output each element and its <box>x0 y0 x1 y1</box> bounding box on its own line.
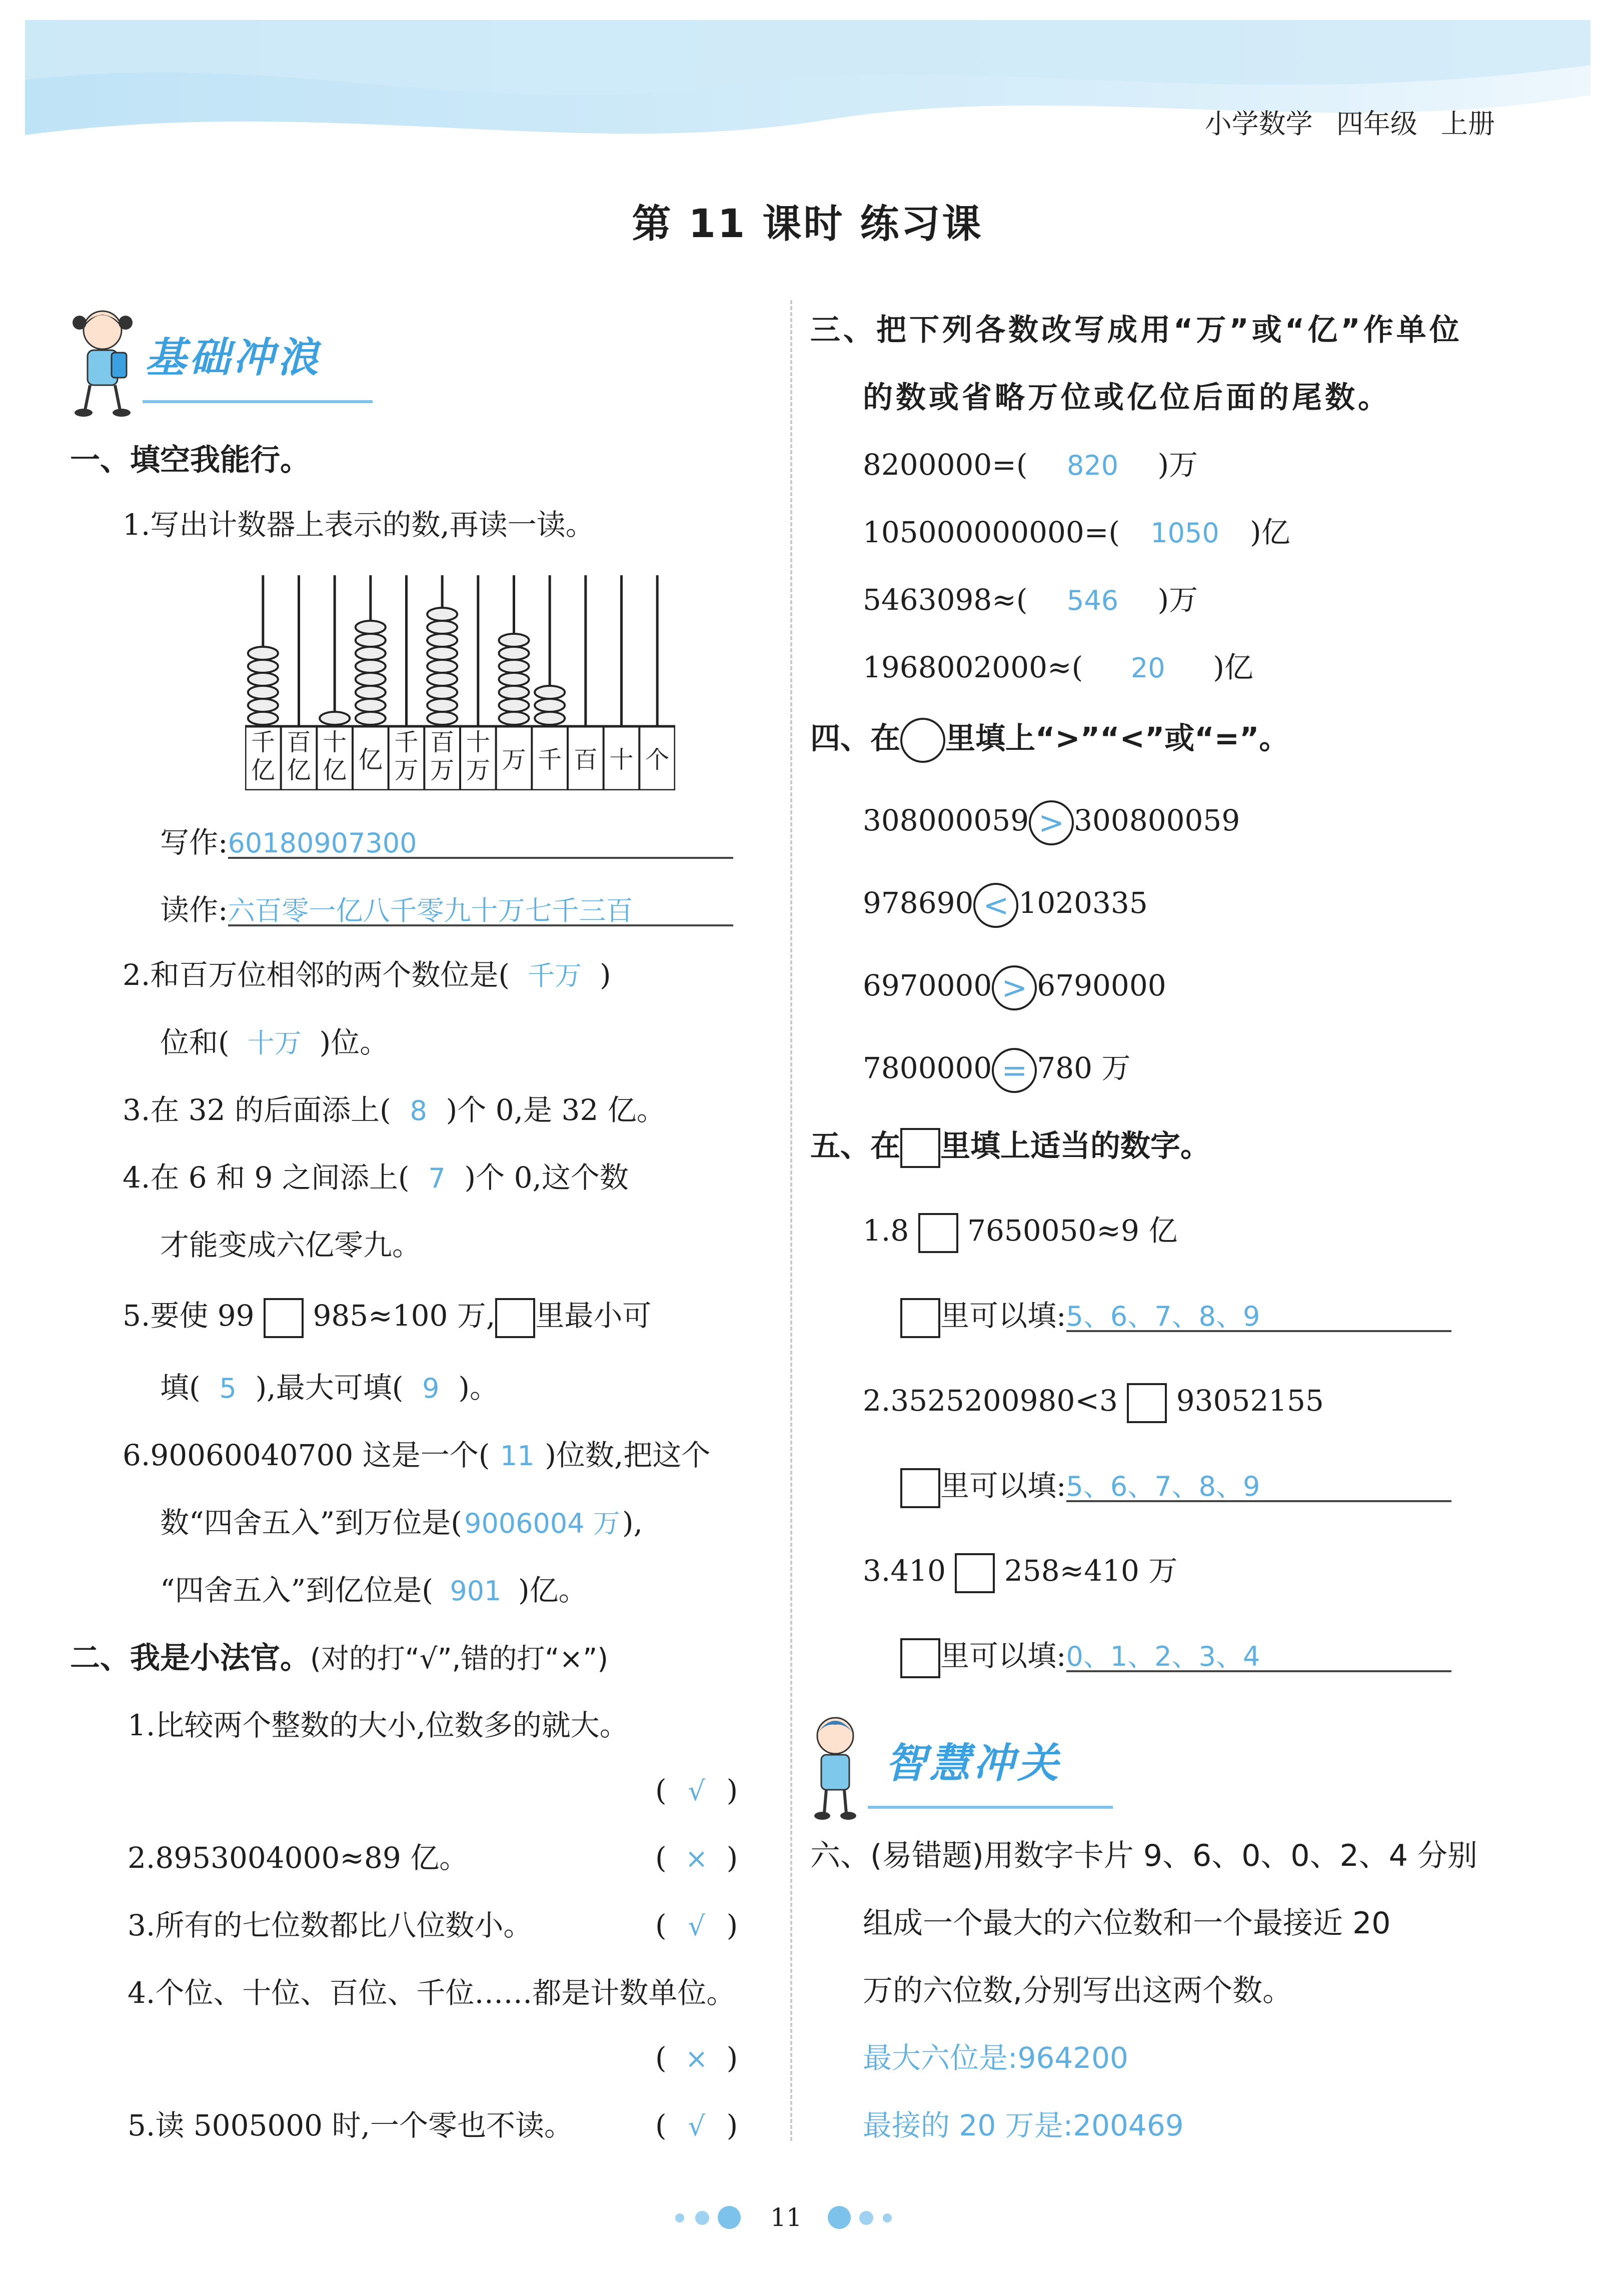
banner-basic: 基础冲浪 <box>145 334 321 382</box>
section-5-title-b: 里填上适当的数字。 <box>940 1128 1210 1164</box>
convert-1-unit: )万 <box>1157 448 1198 482</box>
section-6-answer-2: 最接的 20 万是:200469 <box>863 2108 1184 2142</box>
abacus-bead <box>427 634 457 647</box>
section-1-title: 一、填空我能行。 <box>70 443 310 478</box>
digit-q3 <box>863 1553 1177 1593</box>
compare-3-left: 6970000 <box>863 968 992 1003</box>
compare-3-symbol[interactable]: > <box>992 965 1037 1010</box>
header-band <box>25 20 1590 170</box>
section-6-line1: 六、(易错题)用数字卡片 9、6、0、0、2、4 分别 <box>810 1838 1478 1873</box>
abacus-bead <box>499 699 529 712</box>
judge-3-answer: ( √ ) <box>655 1908 738 1942</box>
digit-q3-fill-label: 里可以填: <box>940 1639 1066 1673</box>
q5-line1 <box>123 1298 651 1338</box>
abacus-label: 亿 <box>287 756 311 784</box>
abacus-bead <box>356 647 386 660</box>
q5-answer-max: 9 <box>422 1373 440 1404</box>
abacus-bead <box>427 686 457 699</box>
judge-2-answer: ( × ) <box>655 1841 738 1875</box>
q5-blank-box[interactable] <box>264 1298 304 1338</box>
girl-mascot-icon <box>68 303 138 418</box>
section-2-note: (对的打“√”,错的打“×”) <box>310 1643 609 1675</box>
abacus-bead <box>356 699 386 712</box>
abacus-bead <box>499 686 529 699</box>
abacus-bead <box>499 647 529 660</box>
abacus-label: 亿 <box>323 756 347 784</box>
q3-answer: 8 <box>410 1095 427 1126</box>
banner-wisdom: 智慧冲关 <box>885 1740 1061 1787</box>
digit-q2-fill-label: 里可以填: <box>940 1469 1066 1503</box>
digit-q3-answer: 0、1、2、3、4 <box>1066 1643 1451 1672</box>
convert-4-unit: )亿 <box>1213 650 1253 684</box>
q2-line1 <box>123 958 611 992</box>
q5-box-ref <box>495 1298 535 1338</box>
digit-q1-ref-box <box>900 1298 940 1338</box>
abacus-bead <box>356 660 386 673</box>
abacus-label: 亿 <box>251 756 275 784</box>
compare-4-left: 7800000 <box>863 1051 992 1085</box>
q3-text-a: 3.在 32 的后面添上( <box>123 1093 391 1127</box>
compare-1-right: 300800059 <box>1074 803 1240 838</box>
judge-5-text: 5.读 5005000 时,一个零也不读。 <box>128 2108 573 2142</box>
q5-text-c: 里最小可 <box>535 1299 652 1333</box>
digit-q1-answer: 5、6、7、8、9 <box>1066 1303 1451 1332</box>
abacus-bead <box>499 634 529 647</box>
read-label: 读作: <box>160 893 228 927</box>
q3-line <box>123 1093 666 1127</box>
digit-q2-box[interactable] <box>1127 1383 1167 1423</box>
section-3-line1: 三、把下列各数改写成用“万”或“亿”作单位 <box>810 313 1462 348</box>
q6-text-d: ), <box>622 1506 643 1540</box>
section-2-title <box>70 1641 609 1676</box>
q4-line2: 才能变成六亿零九。 <box>160 1228 422 1262</box>
convert-2-expr: 105000000000=( <box>863 515 1120 549</box>
q4-line1 <box>123 1161 629 1195</box>
abacus-label: 个 <box>645 746 670 774</box>
digit-q3-fill <box>900 1638 1451 1678</box>
compare-row-3 <box>863 965 1166 1010</box>
q6-text-b: )位数,把这个 <box>545 1438 711 1472</box>
abacus-bead <box>248 660 278 673</box>
write-answer: 60180907300 <box>228 830 733 859</box>
abacus <box>245 570 675 790</box>
write-label: 写作: <box>160 825 228 859</box>
q5-line2 <box>160 1371 499 1405</box>
page-dot-3 <box>718 2206 741 2229</box>
abacus-label: 十 <box>323 728 347 756</box>
compare-2-right: 1020335 <box>1018 886 1148 920</box>
q3-text-b: )个 0,是 32 亿。 <box>446 1093 666 1127</box>
page-dot-6 <box>883 2213 892 2222</box>
q5-text-e: ),最大可填( <box>255 1371 404 1405</box>
q2-text-b: ) <box>599 958 611 992</box>
square-icon <box>900 1128 940 1168</box>
digit-q2-b: 93052155 <box>1176 1384 1324 1418</box>
convert-4-expr: 1968002000≈( <box>863 650 1083 684</box>
convert-1-expr: 8200000=( <box>863 448 1028 482</box>
write-row <box>160 825 733 859</box>
compare-3-right: 6790000 <box>1037 968 1166 1003</box>
judge-1-mark: √ <box>688 1775 705 1807</box>
compare-row-2 <box>863 883 1148 928</box>
digit-q1-a: 1.8 <box>863 1214 909 1248</box>
convert-4-answer: 20 <box>1130 652 1165 684</box>
abacus-bead <box>427 647 457 660</box>
digit-q1-b: 7650050≈9 亿 <box>967 1214 1178 1248</box>
q6-answer-wan: 9006004 万 <box>464 1508 620 1539</box>
abacus-bead <box>427 621 457 634</box>
section-2-title-text: 二、我是小法官。 <box>70 1641 310 1676</box>
page-dot-4 <box>828 2206 851 2229</box>
section-4-title-b: 里填上“>”“<”或“=”。 <box>945 721 1289 756</box>
judge-3-mark: √ <box>688 1910 705 1942</box>
compare-2-left: 978690 <box>863 886 974 920</box>
q4-text-a: 4.在 6 和 9 之间添上( <box>123 1161 410 1195</box>
abacus-label: 十 <box>466 728 490 756</box>
judge-2-mark: × <box>685 1843 708 1874</box>
digit-q2-fill <box>900 1468 1451 1508</box>
digit-q2-ref-box <box>900 1468 940 1508</box>
abacus-label: 千 <box>394 728 419 756</box>
judge-5-mark: √ <box>688 2110 705 2142</box>
section-4-title <box>810 718 1289 763</box>
judge-4-mark: × <box>685 2043 708 2074</box>
judge-1-answer: ( √ ) <box>655 1773 738 1807</box>
judge-5-answer: ( √ ) <box>655 2108 738 2142</box>
abacus-label: 千 <box>251 728 275 756</box>
abacus-label: 亿 <box>358 746 383 774</box>
digit-q1-fill-label: 里可以填: <box>940 1299 1066 1333</box>
compare-row-1 <box>863 800 1240 845</box>
abacus-label: 百 <box>287 728 311 756</box>
q6-text-f: )亿。 <box>518 1573 588 1607</box>
judge-2-text: 2.8953004000≈89 亿。 <box>128 1841 469 1875</box>
convert-2-answer: 1050 <box>1150 517 1219 549</box>
compare-1-symbol[interactable]: > <box>1029 800 1074 845</box>
column-divider <box>790 300 792 2141</box>
section-6-answer-1: 最大六位是:964200 <box>863 2041 1128 2075</box>
abacus-bead <box>356 634 386 647</box>
section-3-line2: 的数或省略万位或亿位后面的尾数。 <box>863 380 1391 415</box>
abacus-bead <box>499 712 529 725</box>
q6-answer-digits: 11 <box>500 1440 535 1472</box>
q6-text-c: 数“四舍五入”到万位是( <box>160 1506 462 1540</box>
read-row <box>160 895 733 926</box>
compare-2-symbol[interactable]: < <box>973 883 1018 928</box>
q5-answer-min: 5 <box>219 1373 237 1404</box>
abacus-bead <box>535 712 565 725</box>
q4-text-b: )个 0,这个数 <box>464 1161 629 1195</box>
q2-text-d: )位。 <box>319 1025 389 1059</box>
q2-text-a: 2.和百万位相邻的两个数位是( <box>123 958 510 992</box>
convert-1-answer: 820 <box>1067 450 1119 481</box>
q2-answer-2: 十万 <box>247 1027 302 1059</box>
abacus-label: 万 <box>466 756 490 784</box>
abacus-bead <box>535 699 565 712</box>
digit-q3-box[interactable] <box>955 1553 995 1593</box>
convert-row-2 <box>863 515 1290 549</box>
judge-3-text: 3.所有的七位数都比八位数小。 <box>128 1908 533 1942</box>
convert-3-unit: )万 <box>1157 583 1198 617</box>
banner-underline <box>143 400 373 403</box>
abacus-bead <box>356 621 386 634</box>
q2-answer-1: 千万 <box>527 960 582 991</box>
abacus-bead <box>427 660 457 673</box>
convert-3-expr: 5463098≈( <box>863 583 1028 617</box>
abacus-bead <box>535 686 565 699</box>
abacus-label: 万 <box>502 746 526 774</box>
abacus-bead <box>248 699 278 712</box>
compare-row-4 <box>863 1048 1130 1093</box>
section-4-title-a: 四、在 <box>810 721 900 756</box>
convert-row-4 <box>863 650 1253 684</box>
abacus-bead <box>427 673 457 686</box>
page-dot-1 <box>675 2213 684 2222</box>
abacus-bead <box>427 712 457 725</box>
page-dot-5 <box>859 2211 873 2225</box>
abacus-bead <box>248 673 278 686</box>
section-6-line2: 组成一个最大的六位数和一个最接近 20 <box>863 1906 1391 1941</box>
abacus-bead <box>499 660 529 673</box>
q5-text-b: 985≈100 万, <box>313 1299 496 1333</box>
judge-4-text: 4.个位、十位、百位、千位……都是计数单位。 <box>128 1976 736 2010</box>
q6-line3 <box>160 1573 588 1607</box>
digit-q2-answer: 5、6、7、8、9 <box>1066 1473 1451 1502</box>
digit-q1 <box>863 1213 1177 1253</box>
boy-mascot-icon <box>805 1711 865 1821</box>
digit-q3-a: 3.410 <box>863 1554 946 1588</box>
digit-q2 <box>863 1383 1324 1423</box>
judge-1-text: 1.比较两个整数的大小,位数多的就大。 <box>128 1708 629 1742</box>
abacus-bead <box>499 673 529 686</box>
digit-q3-b: 258≈410 万 <box>1004 1554 1178 1588</box>
q1-text: 1.写出计数器上表示的数,再读一读。 <box>123 508 595 542</box>
abacus-bead <box>356 712 386 725</box>
abacus-bead <box>427 699 457 712</box>
book-label: 小学数学 四年级 上册 <box>1204 108 1495 140</box>
abacus-label: 十 <box>609 746 634 774</box>
abacus-label: 百 <box>430 728 455 756</box>
q6-line2 <box>160 1506 643 1540</box>
compare-4-right: 780 万 <box>1037 1051 1131 1085</box>
q2-text-c: 位和( <box>160 1025 230 1059</box>
abacus-bead <box>356 673 386 686</box>
judge-4-answer: ( × ) <box>655 2041 738 2075</box>
abacus-bead <box>248 647 278 660</box>
digit-q1-box[interactable] <box>918 1213 958 1253</box>
q6-answer-yi: 901 <box>450 1575 502 1607</box>
page-number: 11 <box>770 2203 802 2232</box>
section-5-title <box>810 1128 1210 1168</box>
convert-2-unit: )亿 <box>1250 515 1290 549</box>
circle-icon <box>900 718 945 763</box>
abacus-bead <box>248 686 278 699</box>
page-dot-2 <box>695 2211 709 2225</box>
abacus-label: 万 <box>430 756 455 784</box>
q5-text-f: )。 <box>458 1371 499 1405</box>
abacus-label: 万 <box>394 756 419 784</box>
q5-text-d: 填( <box>160 1371 201 1405</box>
abacus-bead <box>356 686 386 699</box>
abacus-label: 百 <box>573 746 598 774</box>
digit-q2-a: 2.3525200980<3 <box>863 1384 1118 1418</box>
compare-1-left: 308000059 <box>863 803 1029 838</box>
convert-row-3 <box>863 583 1198 617</box>
abacus-label: 千 <box>538 746 562 774</box>
read-answer: 六百零一亿八千零九十万七千三百 <box>228 897 733 926</box>
q6-line1 <box>123 1438 711 1472</box>
q2-line2 <box>160 1025 389 1059</box>
q5-text-a: 5.要使 99 <box>123 1299 255 1333</box>
q4-answer: 7 <box>428 1163 446 1194</box>
convert-row-1 <box>863 448 1198 482</box>
banner2-underline <box>868 1806 1113 1809</box>
section-6-line3: 万的六位数,分别写出这两个数。 <box>863 1973 1293 2008</box>
q6-text-a: 6.90060040700 这是一个( <box>123 1438 490 1472</box>
digit-q3-ref-box <box>900 1638 940 1678</box>
digit-q1-fill <box>900 1298 1451 1338</box>
compare-4-symbol[interactable]: = <box>992 1048 1037 1093</box>
abacus-bead <box>427 608 457 621</box>
abacus-bead <box>248 712 278 725</box>
section-5-title-a: 五、在 <box>810 1128 900 1164</box>
convert-3-answer: 546 <box>1067 585 1119 616</box>
abacus-bead <box>320 712 350 725</box>
lesson-title: 第 11 课时 练习课 <box>632 202 983 247</box>
q6-text-e: “四舍五入”到亿位是( <box>160 1573 433 1607</box>
